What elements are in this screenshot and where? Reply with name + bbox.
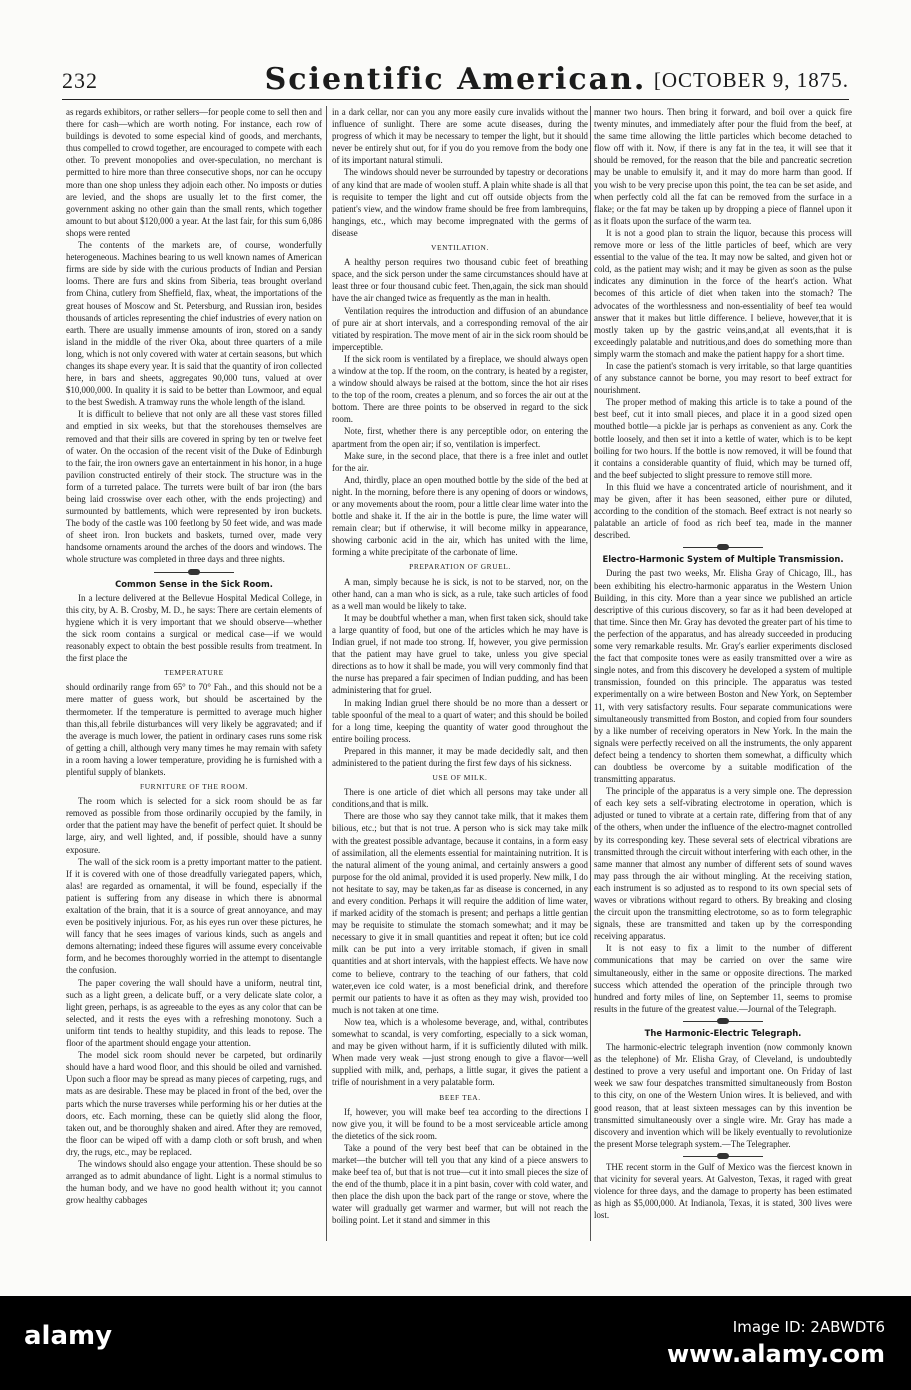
paragraph: In case the patient's stomach is very irritable, so that large quantities of any substance cannot be borne, you may resort to beef extract for nourishment. [594, 360, 852, 396]
issue-date: [OCTOBER 9, 1875. [653, 68, 849, 92]
paragraph: as regards exhibitors, or rather sellers—for people come to sell then and there for cash—which are worth noting. For instance, each row of buildings is devoted to some especial kind of goods, and merchants, thus compelled to crowd together, are encouraged to compete with each other. To prevent monopolies and over-speculation, no merchant is permitted to hire more than three consecutive shops, nor can he occupy more than one shop unless they adjoin each other. No imposts or duties are levied, and the shops are usually let to the first comer, the government asking no other gain than the small rents, which together amount to but about $120,000 a year. At the last fair, for this sum 6,086 shops were rented [66, 107, 322, 238]
column-2 [332, 106, 588, 1246]
paragraph: A man, simply because he is sick, is not to be starved, nor, on the other hand, can a man who is sick, as a rule, take such articles of food as a well man would be likely to take. [332, 576, 588, 611]
article-title: The Harmonic-Electric Telegraph. [644, 1027, 802, 1038]
paragraph: The wall of the sick room is a pretty important matter to the patient. If it is covered with one of those dreadfully variegated papers, which, alas! are regarded as ornamental, it will be found, especially if the patient is suffering from any disease in which there is abnormal exaltation of the brain, that it is a source of great annoyance, and may even be positively injurious. For, as his eyes run over these pictures, he will fancy that he sees images of various kinds, such as angels and demons alternating; indeed these figures will assume every conceivable form, and he becomes thoroughly worried in the attempt to disentangle the confusion. [66, 856, 322, 976]
paragraph: During the past two weeks, Mr. Elisha Gray of Chicago, Ill., has been exhibiting his electro-harmonic apparatus in the Western Union Building, in this city. More than a year since we published an article descriptive of this curious discovery, so far as it had been developed at that time. Since then Mr. Gray has devoted the greater part of his time to the perfection of the apparatus, and has already succeeded in producing some very remarkable results. Mr. Gray's earlier experiments disclosed the fact that composite tones were as easily transmitted over a wire as single notes, and from this discovery he developed a system of multiple transmission, founded on this principle. The apparatus was tested experimentally on a wire between Boston and New York, on September 11, with very satisfactory results. Four separate communications were simultaneously transmitted from Boston, and copied from four sounders by a like number of receiving operators in New York. In the main the signals were perfectly received on all the instruments, the only apparent defect being a tendency to shorten them somewhat, a difficulty which can doubtless be overcome by a suitable modification of the transmitting apparatus. [594, 568, 852, 785]
paragraph: The model sick room should never be carpeted, but ordinarily should have a hard wood floor, and this should be oiled and varnished. Upon such a floor may be spread as many pieces of carpeting, rugs, and mats as are desirable. These may be placed in front of the bed, over the parts which the nurse traverses while performing his or her duties at the doors, etc. Each morning, these can be quietly slid along the floor, taken out, and be thoroughly shaken and aired. After they are removed, the floor can be wiped off with a damp cloth or soft brush, and when dry, the rugs, etc., may be replaced. [66, 1050, 322, 1157]
paragraph: There are those who say they cannot take milk, that it makes them bilious, etc.; but that is not true. A person who is sick may take milk with the greatest possible advantage, because it contains, in a form easy of assimilation, all the elements essential for maintaining nutrition. It is the natural aliment of the young animal, and certainly answers a good purpose for the old animal, provided it is used properly. New milk, I do not hesitate to say, may be taken,as far as disease is concerned, in any and every condition. Perhaps it will require the addition of lime water, if marked acidity of the stomach is present; and perhaps a little gentian may be requisite to stimulate the stomach somewhat; and it may be necessary to give it in small quantities and repeat it often; but ice cold milk can be put into a very irritable stomach, if given in small quantities and at short intervals, with the happiest effects. We have now come to believe, contrary to the teaching of our fathers, that cold water,even ice cold water, is a most beneficial drink, and therefore permit our patients to have it as often as they may wish, provided too much is not taken at one time. [332, 811, 588, 1015]
paragraph: Take a pound of the very best beef that can be obtained in the market—the butcher will tell you that any kind of a piece answers to make beef tea of, but that is not true—cut it into small pieces the size of the end of the thumb, place it in a pint basin, cover with cold water, and then place the dish upon the back part of the range or stove, where the water will gradually get warmer and warmer, but will not reach the boiling point. Let it stand and simmer in this [332, 1142, 588, 1226]
section-ornament [683, 1153, 763, 1159]
paragraph: The harmonic-electric telegraph invention (now commonly known as the telephone) of Mr. Elisha Gray, of Cleveland, is undoubtedly destined to prove a very useful and important one. On Friday of last week we saw four despatches transmitted simultaneously from Boston to this city, on one of the Western Union wires. It is believed, and with good reason, that at least sixteen messages can by this invention be transmitted simultaneously over a single wire. Mr. Gray has made a discovery and invention which will be likely eventually to revolutionize the present Morse telegraph system.—The Telegrapher. [594, 1042, 852, 1149]
paragraph: The principle of the apparatus is a very simple one. The depression of each key sets a self-vibrating electrotome in operation, which is adjusted or tuned to vibrate at a certain rate, differing from that of any of the others, when under the influence of the electro-magnet controlled by its corresponding key. These several sets of electrical vibrations are transmitted through the circuit without interfering with each other, in the same manner that almost any number of different sets of sound waves may pass through the air without mingling. At the receiving station, each instrument is so adjusted as to respond to its own special sets of waves or vibrations without regard to others. By breaking and closing the circuit upon the transmitting electrotome, so as to form telegraphic signals, these are transmitted and taken up by the corresponding receiving apparatus. [594, 786, 852, 942]
masthead-title: Scientific American. [264, 62, 647, 97]
paragraph: In making Indian gruel there should be no more than a dessert or table spoonful of the meal to a quart of water; and this should be boiled for a long time, keeping the quantity of water good throughout the entire boiling process. [332, 697, 588, 744]
column-3 [594, 106, 852, 1246]
paragraph: Note, first, whether there is any perceptible odor, on entering the apartment from the open air; if so, ventilation is imperfect. [332, 426, 588, 449]
article-title: Electro-Harmonic System of Multiple Transmission. [602, 554, 844, 565]
paragraph: Ventilation requires the introduction and diffusion of an abundance of pure air at short intervals, and a corresponding removal of the air vitiated by respiration. The move ment of air in the sick room should be imperceptible. [332, 305, 588, 352]
watermark-url: www.alamy.com [666, 1340, 885, 1368]
paragraph: The contents of the markets are, of course, wonderfully heterogeneous. Machines bearing to us well known names of American firms are side by side with the curious products of Indian and Persian looms. There are furs and skins from Siberia, teas brought overland from China, cutlery from Sheffield, flax, wheat, the importations of the great houses of Moscow and St. Petersburg, and Russian iron, besides thousands of articles representing the chief industries of every nation on earth. There are usually immense amounts of iron, stored on a sandy island in the middle of the river Oka, about three quarters of a mile long, which is not only covered with water at certain seasons, but which changes its shape every year. It is said that the quantity of iron collected here, in bars and sheets, aggregates 90,000 tuns, valued at over $10,000,000. In quality it is said to be better than Lowmoor, and equal to the best Swedish. A tramway runs the whole length of the island. [66, 240, 322, 408]
paragraph: In a lecture delivered at the Bellevue Hospital Medical College, in this city, by A. B. Crosby, M. D., he says: There are certain elements of hygiene which it is very important that we should observe—whether the sick room contains a surgical or medical case—if we would reasonably expect to obtain the best possible results from treatment. In the first place the [66, 592, 322, 664]
section-subhead: USE OF MILK. [432, 773, 488, 783]
alamy-logo: alamy [24, 1321, 113, 1351]
paragraph: The proper method of making this article is to take a pound of the best beef, cut it into small pieces, and place it in a good sized open mouthed bottle—a pickle jar is perhaps as convenient as any. Cork the bottle loosely, and then set it into a kettle of water, which is to be kept boiling for two hours. If the bottle is now removed, it will be found that it contains a considerable quantity of fluid, which may be turned off, and the beef subjected to slight pressure to remove still more. [594, 397, 852, 480]
paragraph: It is not a good plan to strain the liquor, because this process will remove more or less of the little particles of beef, which are very essential to the value of the tea. It may now be salted, and given hot or cold, as the patient may wish; and it may be given as soon as the pulse indicates any diminution in the force of the heart's action. What becomes of this article of diet when taken into the stomach? The advocates of the worthlessness and non-essentiality of beef tea would answer that it makes but little difference. I believe, however,that it is mostly taken up by the gastric veins,and,at all events,that it is exceedingly palatable and nutritious,and does do something more than simply warm the stomach and make the patient happy for a short time. [594, 227, 852, 359]
paragraph: manner two hours. Then bring it forward, and boil over a quick fire twenty minutes, and immediately after pour the fluid from the beef, at the same time allowing the little particles which become detached to flow off with it. Now, if there is any fat in the tea, it will see that it should be removed, for the reason that the bile and pancreatic secretion may be unable to emulsify it, and it may do more harm than good. If you wish to be very precise upon this point, the tea can be set aside, and when perfectly cold all the fat can be removed from the surface in a flake; or the fat may be taken up by dropping a piece of flannel upon it as it floats upon the surface of the warm tea. [594, 107, 852, 226]
header-rule [62, 99, 849, 100]
paragraph: There is one article of diet which all persons may take under all conditions,and that is milk. [332, 787, 588, 810]
paragraph: It may be doubtful whether a man, when first taken sick, should take a large quantity of food, but one of the articles which he may have is Indian gruel, if not made too strong. If, however, you give permission that the patient may have gruel to take, unless you give special directions as to how it shall be made, you will very commonly find that the nurse has prepared a fair specimen of Indian pudding, and has been administering that for gruel. [332, 612, 588, 696]
section-subhead: PREPARATION OF GRUEL. [409, 562, 511, 572]
section-subhead: BEEF TEA. [439, 1092, 481, 1102]
page-header [62, 62, 849, 98]
section-ornament [154, 569, 234, 575]
paragraph: If, however, you will make beef tea according to the directions I now give you, it will be found to be a most serviceable article among the dietetics of the sick room. [332, 1106, 588, 1141]
paragraph: The paper covering the wall should have a uniform, neutral tint, such as a light green, a delicate buff, or a very delicate slate color, a light green, perhaps, is as agreeable to the eyes as any color that can be selected, and it rests the eyes with a refreshing monotony. Such a uniform tint tends to healthy stupidity, and this leads to repose. The floor of the apartment should engage your attention. [66, 977, 322, 1049]
section-subhead: VENTILATION. [431, 243, 489, 253]
column-divider [326, 106, 327, 1241]
paragraph: Prepared in this manner, it may be made decidedly salt, and then administered to the patient during the first few days of his sickness. [332, 745, 588, 768]
section-ornament [683, 1018, 763, 1024]
paragraph: The windows should also engage your attention. These should be so arranged as to admit abundance of light. Light is a normal stimulus to the human body, and we have no good health without it; you cannot grow healthy cabbages [66, 1158, 322, 1206]
paragraph: It is difficult to believe that not only are all these vast stores filled and emptied in six weeks, but that the storehouses themselves are removed and that their sills are covered in spring by ten or twelve feet of water. On the occasion of the recent visit of the Duke of Edinburgh to the fair, the iron owners gave an entertainment in his honor, in a huge pavilion constructed entirely of their stock. The structure was in the form of a turreted palace. The turrets were built of bar iron (the bars being laid crosswise over each other, with the ends projecting) and surmounted by battlements, which were represented by iron buckets. The body of the castle was 100 feetlong by 50 feet wide, and was made of sheet iron. Iron buckets and baskets, turned over, made very handsome ornaments around the arches of the doors and windows. The whole structure was completed in three days and three nights. [66, 409, 322, 565]
paragraph: If the sick room is ventilated by a fireplace, we should always open a window at the top. If the room, on the contrary, is heated by a register, a window should always be raised at the bottom, since the hot air rises to the top of the room, creates a plenum, and so forces the air out at the bottom. There are three points to be observed in regard to the sick room. [332, 353, 588, 425]
paragraph: THE recent storm in the Gulf of Mexico was the fiercest known in that vicinity for several years. At Galveston, Texas, it raged with great violence for three days, and the damage to property has been estimated as high as $5,000,000. At Indianola, Texas, it is stated, 300 lives were lost. [594, 1161, 852, 1221]
section-ornament [683, 544, 763, 550]
paragraph: The room which is selected for a sick room should be as far removed as possible from those ordinarily occupied by the family, in order that the patient may have the benefit of perfect quiet. It should be large, airy, and well lighted, and, if possible, should have a sunny exposure. [66, 796, 322, 855]
column-1 [66, 106, 322, 1246]
paragraph: Make sure, in the second place, that there is a free inlet and outlet for the air. [332, 450, 588, 473]
section-subhead: TEMPERATURE [164, 668, 224, 678]
paragraph: should ordinarily range from 65° to 70° Fah., and this should not be a mere matter of guess work, but should be ascertained by the thermometer. If the temperature is permitted to average much higher than this,all febrile disturbances will very likely be aggravated; and if the average is much lower, the patient in ordinary cases runs some risk of getting a chill, although very many times he may remain with safety in a room having a lower temperature, providing he is furnished with a plentiful supply of blankets. [66, 682, 322, 777]
column-divider [590, 106, 591, 1241]
paragraph: In this fluid we have a concentrated article of nourishment, and it may be given, after it has been seasoned, either pure or diluted, according to the condition of the stomach. Beef extract is not nearly so palatable an article of food as rich beef tea, made in the manner described. [594, 481, 852, 541]
article-title: Common Sense in the Sick Room. [115, 578, 273, 589]
paragraph: And, thirdly, place an open mouthed bottle by the side of the bed at night. In the morning, before there is any opening of doors or windows, or any movements about the room, pour a little clear lime water into the bottle and shake it. If the air in the bottle is pure, the lime water will remain clear; but if otherwise, it will become milky in appearance, showing carbonic acid in the air, which has united with the lime, forming a white precipitate of the carbonate of lime. [332, 474, 588, 558]
paragraph: Now tea, which is a wholesome beverage, and, withal, contributes somewhat to scandal, is very comforting, especially to a sick woman, and may be given without harm, if it is sufficiently diluted with milk. When made very weak —just strong enough to give a flavor—well supplied with milk, and, perhaps, a little sugar, it gives the patient a trifle of nourishment in a very palatable form. [332, 1016, 588, 1088]
image-id-text: Image ID: 2ABWDT6 [732, 1318, 885, 1336]
paragraph: It is not easy to fix a limit to the number of different communications that may be carried on over the same wire simultaneously, either in the same or opposite directions. The marked success which attended the operation of the principle through two hundred and forty miles of line, on September 11, seems to promise results in the future of the greatest value.—Journal of the Telegraph. [594, 943, 852, 1014]
section-subhead: FURNITURE OF THE ROOM. [140, 782, 248, 792]
paragraph: A healthy person requires two thousand cubic feet of breathing space, and the sick person under the same circumstances should have at least three or four thousand cubic feet. Then,again, the sick man should have the air changed twice as frequently as the man in health. [332, 257, 588, 304]
paragraph: The windows should never be surrounded by tapestry or decorations of any kind that are made of woolen stuff. A plain white shade is all that is requisite to temper the light and cut off outside objects from the patient's view, and the window frame should be free from lambrequins, hangings, etc., which may become impregnated with the germs of disease [332, 167, 588, 238]
paragraph: in a dark cellar, nor can you any more easily cure invalids without the influence of sunlight. There are some acute diseases, during the progress of which it may be necessary to temper the light, but it should never be entirely shut out, for if you do you remove from the body one of its important natural stimuli. [332, 107, 588, 166]
page-number: 232 [62, 68, 98, 93]
